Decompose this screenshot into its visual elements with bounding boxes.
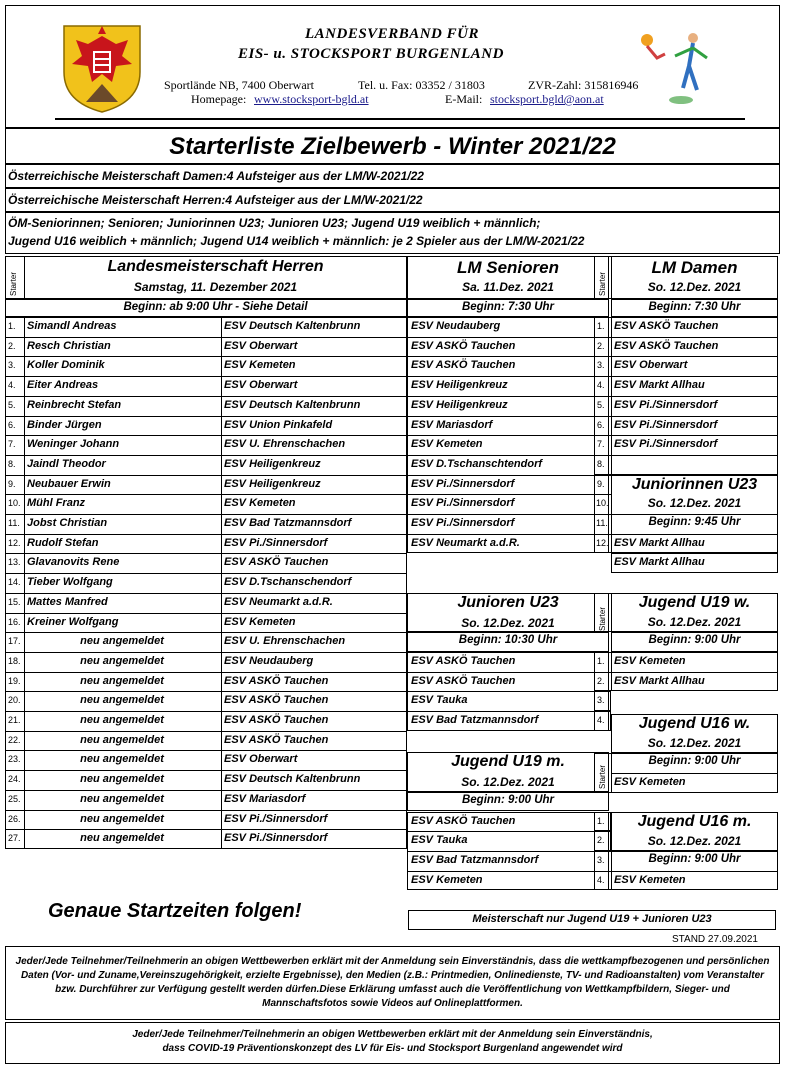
herren-player-name: neu angemeldet	[80, 635, 164, 648]
herren-row-number: 15.	[8, 596, 21, 607]
herren-player-name: Weninger Johann	[27, 438, 120, 451]
meisterschaft-note: Meisterschaft nur Jugend U19 + Junioren U23	[472, 913, 712, 925]
herren-player-club: ESV Pi./Sinnersdorf	[224, 812, 328, 825]
disclaimer-covid-line2: dass COVID-19 Präventionskonzept des LV für Eis- und Stocksport Burgenland angewendet wird	[162, 1043, 623, 1054]
herren-player-name: neu angemeldet	[80, 812, 164, 825]
jugend_u19m-title: Jugend U19 m.	[451, 753, 565, 771]
senioren-club: ESV D.Tschanschtendorf	[411, 457, 543, 470]
damen-row-number: 3.	[597, 360, 605, 371]
senioren-club: ESV Kemeten	[411, 438, 483, 451]
senioren-club: ESV Pi./Sinnersdorf	[411, 517, 515, 529]
herren-player-name: Binder Jürgen	[27, 418, 102, 431]
herren-player-club: ESV Heiligenkreuz	[224, 457, 321, 470]
damen-row-number: 7.	[597, 439, 605, 450]
herren-player-name: Simandl Andreas	[27, 320, 117, 332]
damen-title: LM Damen	[651, 258, 738, 277]
junioren_u23-begin: Beginn: 10:30 Uhr	[458, 634, 558, 647]
org-name-line1: LANDESVERBAND FÜR	[305, 26, 479, 42]
damen-row-number: 4.	[597, 380, 605, 391]
document-title: Starterliste Zielbewerb - Winter 2021/22	[169, 133, 616, 160]
herren-player-name: Resch Christian	[27, 339, 111, 352]
phone: Tel. u. Fax: 03352 / 31803	[358, 78, 485, 92]
damen-club: ESV ASKÖ Tauchen	[614, 320, 719, 332]
jugend-u16w-begin: Beginn: 9:00 Uhr	[648, 755, 741, 768]
herren-row-number: 10.	[8, 498, 21, 509]
herren-row-number: 5.	[8, 399, 16, 410]
herren-player-name: Tieber Wolfgang	[27, 576, 113, 589]
herren-row-number: 4.	[8, 380, 16, 391]
herren-player-name: neu angemeldet	[80, 792, 164, 805]
email-link[interactable]: stocksport.bgld@aon.at	[490, 92, 604, 106]
herren-row-number: 1.	[8, 321, 16, 331]
note-herren: Österreichische Meisterschaft Herren:4 Aufsteiger aus der LM/W-2021/22	[8, 193, 423, 207]
herren-player-club: ESV Kemeten	[224, 615, 296, 628]
disclaimer-media: Jeder/Jede Teilnehmer/Teilnehmerin an obigen Wettbewerben erklärt mit der Anmeldung sein Einverständnis, dass die wettkampfbezogenen und persönlichen Daten (Vor- und Zuname,Vereinszugehörigkeit, erzielte Ergebnisse), den Medien (z.B.: Printmedien, Onlinedienste, TV- und Radioanstalten) vom Veranstalter bzw. Durchführer zur Verfügung gestellt werden dürfen.Diese Erklärung umfasst auch die Veröffentlichung von Wettkampfbildern, Sieger- und Mannschaftsfotos sowie Videos auf Onlineplattformen.	[15, 956, 770, 1009]
jugend-u19w-date: So. 12.Dez. 2021	[647, 614, 742, 629]
herren-player-name: neu angemeldet	[80, 674, 164, 687]
jugend-u19w-row-number: 4.	[597, 715, 605, 725]
herren-player-club: ESV Oberwart	[224, 753, 298, 766]
herren-player-club: ESV D.Tschanschendorf	[224, 576, 352, 589]
herren-row-number: 14.	[8, 577, 21, 588]
senioren-club: ESV Mariasdorf	[411, 418, 493, 431]
jugend-u16w-club: ESV Kemeten	[614, 776, 686, 789]
herren-player-club: ESV Pi./Sinnersdorf	[224, 536, 328, 549]
senioren-club: ESV Pi./Sinnersdorf	[411, 477, 515, 490]
juniorinnen-line	[611, 514, 778, 515]
jugend-u16m-title: Jugend U16 m.	[637, 812, 752, 830]
herren-player-name: Koller Dominik	[27, 359, 105, 372]
senioren-club: ESV ASKÖ Tauchen	[411, 359, 516, 372]
jugend-u16m-begin: Beginn: 9:00 Uhr	[648, 852, 741, 865]
juniorinnen-row-number: 9.	[597, 478, 605, 489]
herren-player-name: Eiter Andreas	[27, 379, 99, 392]
herren-player-name: Neubauer Erwin	[27, 477, 111, 490]
jugend-u16w-starter-label: Starter	[598, 764, 607, 789]
coat-of-arms-logo	[58, 22, 146, 114]
jugend_u19m-date: So. 12.Dez. 2021	[461, 775, 555, 790]
jugend-u19w-row-number: 3.	[597, 695, 605, 706]
senioren-club: ESV Heiligenkreuz	[411, 379, 508, 392]
herren-player-name: neu angemeldet	[80, 694, 164, 707]
jugend-u16w-date: So. 12.Dez. 2021	[647, 736, 742, 750]
org-name-line2: EIS- u. STOCKSPORT BURGENLAND	[238, 46, 504, 62]
herren-player-club: ESV U. Ehrenschachen	[224, 635, 346, 648]
herren-row-number: 18.	[8, 655, 21, 666]
junioren-u23-club: ESV Bad Tatzmannsdorf	[411, 714, 539, 726]
junioren_u23-date: So. 12.Dez. 2021	[461, 615, 555, 630]
herren-row-number: 13.	[8, 557, 21, 568]
herren-player-name: Mühl Franz	[27, 497, 86, 510]
damen-club: ESV Pi./Sinnersdorf	[614, 438, 718, 451]
herren-begin: Beginn: ab 9:00 Uhr - Siehe Detail	[123, 301, 308, 313]
herren-row-number: 16.	[8, 616, 21, 627]
herren-player-club: ESV Deutsch Kaltenbrunn	[224, 398, 361, 411]
herren-player-club: ESV ASKÖ Tauchen	[224, 694, 329, 707]
herren-row-number: 26.	[8, 813, 21, 824]
homepage-link[interactable]: www.stocksport-bgld.at	[254, 92, 369, 106]
herren-row-number: 2.	[8, 340, 16, 351]
senioren-date: Sa. 11.Dez. 2021	[462, 280, 554, 294]
herren-row-number: 27.	[8, 833, 21, 844]
senioren-title: LM Senioren	[456, 258, 559, 277]
disclaimer-covid-line1: Jeder/Jede Teilnehmer/Teilnehmerin an obigen Wettbewerben erklärt mit der Anmeldung sein Einverständnis,	[132, 1029, 653, 1040]
herren-player-name: Jobst Christian	[27, 517, 108, 529]
jugend-u19m-club: ESV Kemeten	[411, 873, 483, 886]
herren-player-name: neu angemeldet	[80, 733, 164, 746]
jugend-u19w-row-number: 1.	[597, 655, 605, 666]
damen-row-number: 8.	[597, 458, 605, 469]
jugend-u19w-club: ESV Kemeten	[614, 654, 686, 667]
herren-player-name: Kreiner Wolfgang	[27, 615, 119, 628]
herren-player-club: ESV U. Ehrenschachen	[224, 438, 346, 451]
herren-date: Samstag, 11. Dezember 2021	[133, 280, 298, 294]
herren-row-number: 22.	[8, 734, 21, 745]
herren-row-number: 20.	[8, 695, 21, 706]
zvr-number: ZVR-Zahl: 315816946	[528, 78, 639, 92]
senioren-begin: Beginn: 7:30 Uhr	[461, 301, 554, 313]
damen-club: ESV Markt Allhau	[614, 379, 705, 392]
damen-begin: Beginn: 7:30 Uhr	[648, 301, 741, 313]
herren-row-number: 23.	[8, 754, 21, 765]
damen-starter-label: Starter	[598, 271, 607, 296]
senioren-club: ESV Pi./Sinnersdorf	[411, 497, 515, 510]
herren-row-number: 6.	[8, 419, 16, 430]
junioren_u23-title: Junioren U23	[457, 593, 559, 611]
herren-title: Landesmeisterschaft Herren	[107, 258, 324, 275]
herren-player-club: ESV Deutsch Kaltenbrunn	[224, 773, 361, 786]
damen-row-number: 5.	[597, 399, 605, 410]
jugend-u16m-row-number: 2.	[597, 835, 605, 846]
jugend-u19w-title: Jugend U19 w.	[638, 593, 751, 611]
damen-club: ESV Pi./Sinnersdorf	[614, 398, 718, 411]
herren-player-name: Mattes Manfred	[27, 595, 108, 608]
damen-row-number: 2.	[597, 340, 605, 351]
herren-player-name: neu angemeldet	[80, 773, 164, 786]
note-damen: Österreichische Meisterschaft Damen:4 Aufsteiger aus der LM/W-2021/22	[8, 169, 424, 183]
athletes-illustration	[635, 28, 715, 108]
juniorinnen-u23-title: Juniorinnen U23	[631, 475, 758, 493]
herren-player-club: ESV Deutsch Kaltenbrunn	[224, 320, 361, 332]
start-times-note: Genaue Startzeiten folgen!	[48, 900, 302, 922]
jugend-u19w-row-number: 2.	[597, 675, 605, 686]
damen-club: ESV Pi./Sinnersdorf	[614, 418, 718, 431]
herren-player-club: ESV ASKÖ Tauchen	[224, 674, 329, 687]
herren-row-number: 17.	[8, 636, 21, 647]
stand-date: STAND 27.09.2021	[672, 934, 758, 945]
herren-player-name: Rudolf Stefan	[27, 536, 99, 549]
herren-player-club: ESV ASKÖ Tauchen	[224, 556, 329, 569]
herren-player-club: ESV Oberwart	[224, 379, 298, 392]
herren-player-name: neu angemeldet	[80, 654, 164, 667]
juniorinnen-row-number: 11.	[596, 518, 608, 528]
herren-row-number: 19.	[8, 675, 21, 686]
jugend-u19m-club: ESV Tauka	[411, 834, 468, 847]
jugend-u16m-date: So. 12.Dez. 2021	[647, 833, 742, 848]
herren-row-number: 12.	[8, 537, 21, 548]
herren-row-number: 3.	[8, 360, 16, 371]
jugend-u16w-title: Jugend U16 w.	[638, 715, 751, 732]
header-rule	[55, 118, 745, 120]
herren-row-number: 24.	[8, 774, 21, 785]
juniorinnen-u23-date: So. 12.Dez. 2021	[647, 496, 742, 511]
herren-row-number: 25.	[8, 793, 21, 804]
note-oem-line2: Jugend U16 weiblich + männlich; Jugend U14 weiblich + männlich: je 2 Spieler aus der LM/W-2021/22	[8, 234, 585, 248]
herren-row-number: 21.	[8, 715, 21, 725]
herren-player-name: Jaindl Theodor	[27, 457, 106, 470]
herren-row-number: 7.	[8, 439, 16, 450]
herren-row-number: 11.	[8, 518, 20, 528]
juniorinnen-u23-club: ESV Markt Allhau	[614, 556, 705, 569]
herren-row-number: 9.	[8, 478, 16, 489]
herren-starter-label: Starter	[9, 271, 18, 296]
herren-player-name: neu angemeldet	[80, 832, 164, 845]
herren-player-club: ESV Neudauberg	[224, 654, 314, 667]
herren-player-club: ESV Neumarkt a.d.R.	[224, 595, 333, 608]
herren-player-club: ESV Oberwart	[224, 339, 298, 352]
senioren-club: ESV Heiligenkreuz	[411, 398, 508, 411]
jugend-u19w-begin: Beginn: 9:00 Uhr	[648, 634, 741, 647]
jugend-u19m-club: ESV Bad Tatzmannsdorf	[411, 853, 539, 866]
juniorinnen-row-number: 10.	[596, 498, 609, 509]
jugend_u19m-begin: Beginn: 9:00 Uhr	[461, 793, 554, 806]
herren-player-club: ESV Pi./Sinnersdorf	[224, 832, 328, 845]
damen-club: ESV ASKÖ Tauchen	[614, 339, 719, 352]
herren-player-club: ESV Bad Tatzmannsdorf	[224, 517, 352, 529]
herren-player-name: Reinbrecht Stefan	[27, 398, 122, 411]
jugend-u16m-club: ESV Kemeten	[614, 873, 686, 886]
damen-club: ESV Oberwart	[614, 359, 688, 372]
herren-player-club: ESV Mariasdorf	[224, 792, 306, 805]
email-label: E-Mail:	[445, 92, 483, 106]
jugend-u16m-row-number: 1.	[597, 815, 605, 826]
herren-player-club: ESV Heiligenkreuz	[224, 477, 321, 490]
junioren-u23-club: ESV Tauka	[411, 694, 468, 707]
jugend-u19w-starter-label: Starter	[598, 606, 607, 631]
note-oem-line1: ÖM-Seniorinnen; Senioren; Juniorinnen U23; Junioren U23; Jugend U19 weiblich + männlich;	[8, 216, 541, 230]
senioren-club: ESV Neudauberg	[411, 320, 501, 332]
damen-row-number: 6.	[597, 419, 605, 430]
homepage-label: Homepage:	[191, 92, 247, 106]
juniorinnen-row-number: 12.	[596, 537, 609, 548]
juniorinnen-u23-club: ESV Markt Allhau	[614, 536, 705, 549]
herren-player-club: ESV Kemeten	[224, 497, 296, 510]
herren-player-club: ESV ASKÖ Tauchen	[224, 714, 329, 726]
herren-player-club: ESV Union Pinkafeld	[224, 418, 333, 431]
senioren-club: ESV Neumarkt a.d.R.	[411, 536, 520, 549]
senioren-club: ESV ASKÖ Tauchen	[411, 339, 516, 352]
herren-player-name: Glavanovits Rene	[27, 556, 120, 569]
juniorinnen-u23-begin: Beginn: 9:45 Uhr	[648, 516, 741, 528]
damen-date: So. 12.Dez. 2021	[647, 280, 742, 294]
jugend-u16m-row-number: 3.	[597, 854, 605, 865]
jugend-u19m-club: ESV ASKÖ Tauchen	[411, 814, 516, 827]
herren-player-club: ESV Kemeten	[224, 359, 296, 372]
damen-row-line	[594, 455, 778, 456]
jugend-u19w-club: ESV Markt Allhau	[614, 674, 705, 687]
herren-player-name: neu angemeldet	[80, 714, 164, 726]
herren-starter-divider	[24, 256, 25, 299]
herren-row-number: 8.	[8, 458, 16, 469]
herren-player-club: ESV ASKÖ Tauchen	[224, 733, 329, 746]
junioren-u23-club: ESV ASKÖ Tauchen	[411, 654, 516, 667]
junioren-u23-club: ESV ASKÖ Tauchen	[411, 674, 516, 687]
jugend-u16m-row-number: 4.	[597, 874, 605, 885]
herren-player-name: neu angemeldet	[80, 753, 164, 766]
address: Sportlände NB, 7400 Oberwart	[164, 78, 314, 92]
damen-row-number: 1.	[597, 321, 605, 331]
